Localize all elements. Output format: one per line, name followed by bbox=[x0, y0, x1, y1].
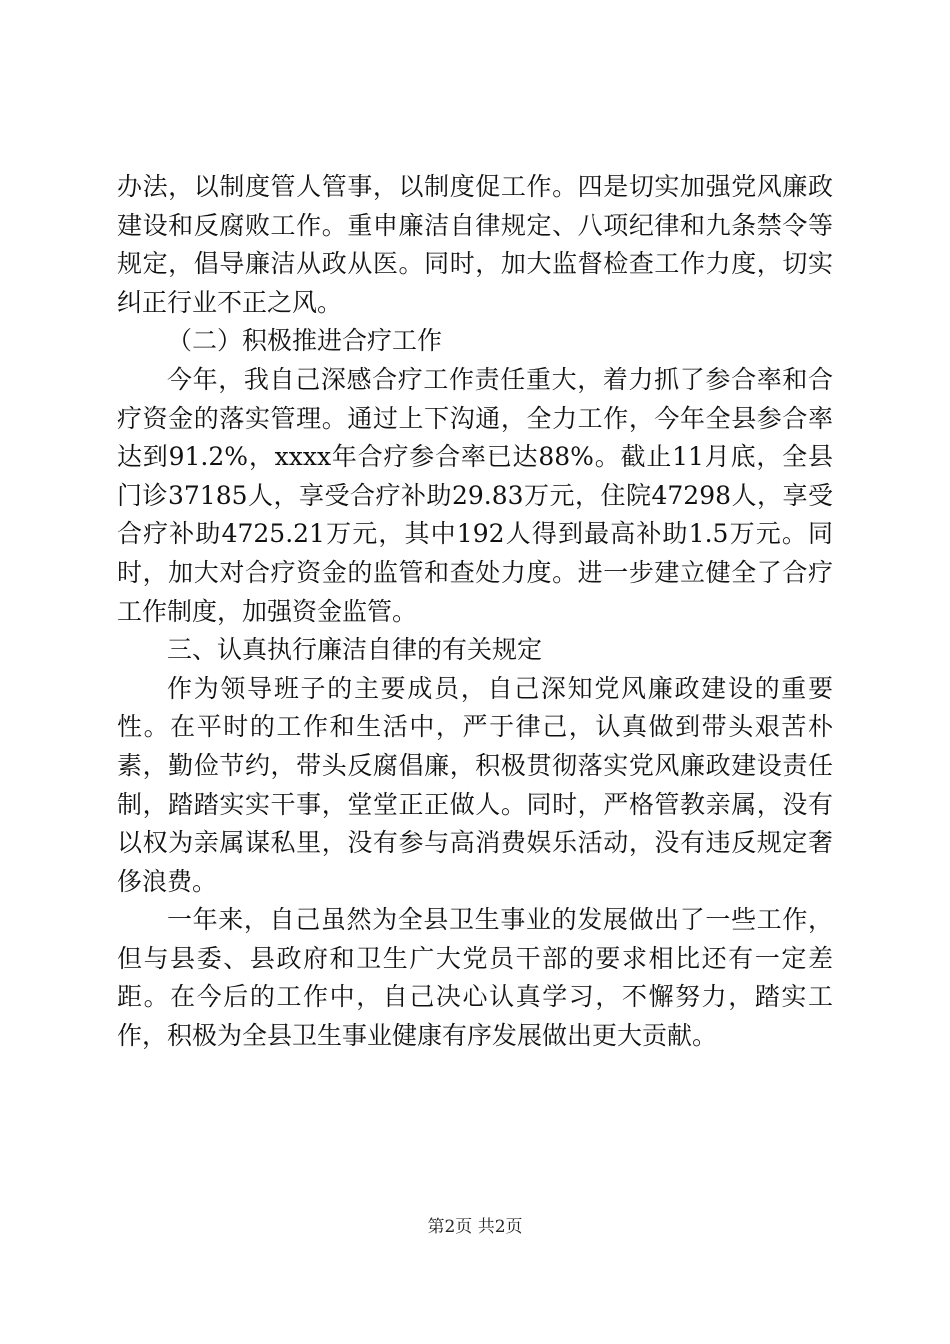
paragraph-cooperative-medical-work: 今年，我自己深感合疗工作责任重大，着力抓了参合率和合疗资金的落实管理。通过上下沟通，全力工作，今年全县参合率达到91.2%，xxxx年合疗参合率已达88%。截止11月底，全县门诊37185人，享受合疗补助29.83万元，住院47298人，享受合疗补助4725.21万元，其中192人得到最高补助1.5万元。同时，加大对合疗资金的监管和查处力度。进一步建立健全了合疗工作制度，加强资金监管。 bbox=[117, 364, 833, 626]
document-body bbox=[117, 168, 833, 1056]
page-number-footer: 第2页 共2页 bbox=[427, 1217, 523, 1237]
section-heading-rural-cooperative-medical: （二）积极推进合疗工作 bbox=[167, 326, 443, 356]
section-heading-integrity-rules: 三、认真执行廉洁自律的有关规定 bbox=[167, 635, 543, 665]
paragraph-integrity-self-discipline: 作为领导班子的主要成员，自己深知党风廉政建设的重要性。在平时的工作和生活中，严于律己，认真做到带头艰苦朴素，勤俭节约，带头反腐倡廉，积极贯彻落实党风廉政建设责任制，踏踏实实干事，堂堂正正做人。同时，严格管教亲属，没有以权为亲属谋私里，没有参与高消费娱乐活动，没有违反规定奢侈浪费。 bbox=[117, 673, 833, 896]
paragraph-discipline-measures: 办法，以制度管人管事，以制度促工作。四是切实加强党风廉政建设和反腐败工作。重申廉洁自律规定、八项纪律和九条禁令等规定，倡导廉洁从政从医。同时，加大监督检查工作力度，切实纠正行业不正之风。 bbox=[117, 172, 833, 317]
paragraph-annual-summary: 一年来，自己虽然为全县卫生事业的发展做出了一些工作，但与县委、县政府和卫生广大党员干部的要求相比还有一定差距。在今后的工作中，自己决心认真学习，不懈努力，踏实工作，积极为全县卫生事业健康有序发展做出更大贡献。 bbox=[117, 905, 833, 1051]
